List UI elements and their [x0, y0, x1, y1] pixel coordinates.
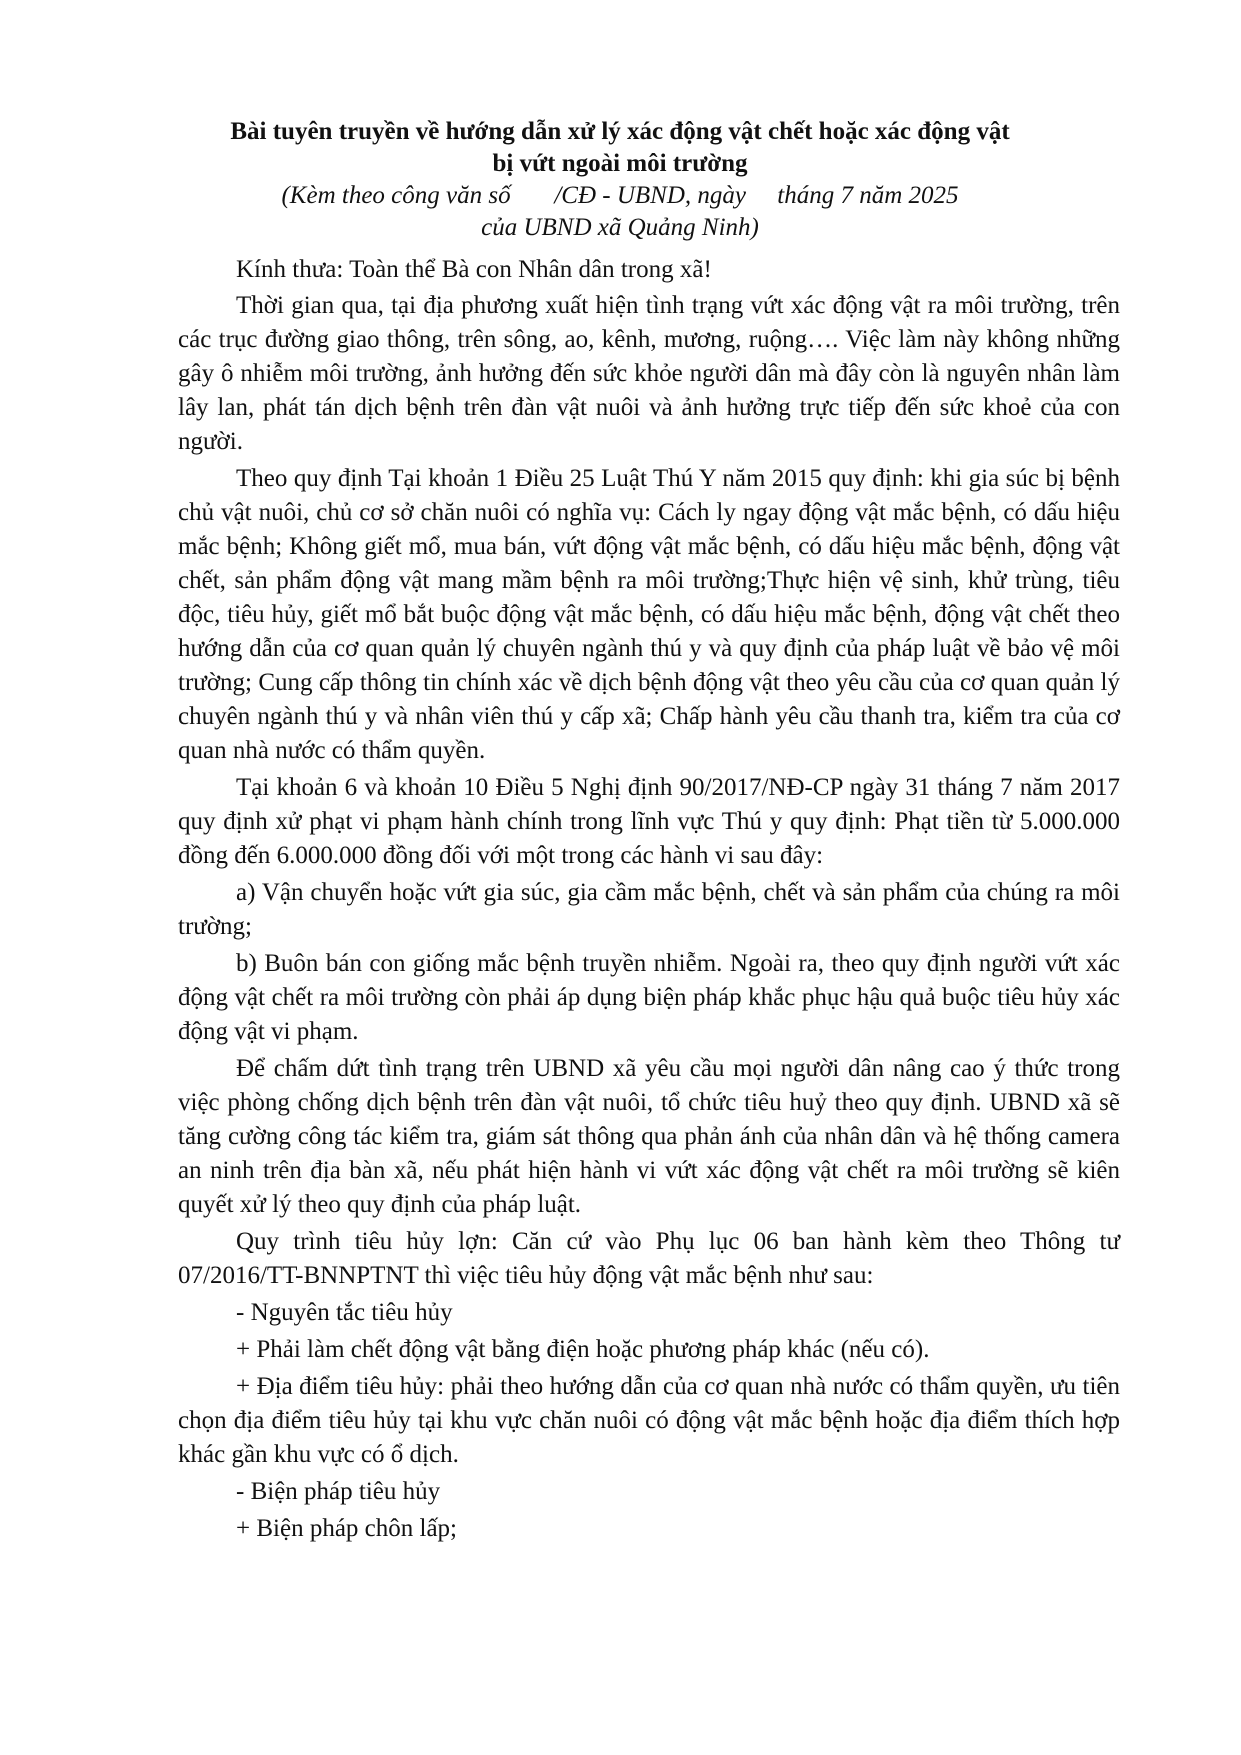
greeting-paragraph: Kính thưa: Toàn thể Bà con Nhân dân trong xã!	[236, 256, 712, 283]
request-paragraph: Để chấm dứt tình trạng trên UBND xã yêu cầu mọi người dân nâng cao ý thức trong việc phòng chống dịch bệnh trên đàn vật nuôi, tổ chức tiêu huỷ theo quy định. UBND xã sẽ tăng cường công tác kiểm tra, giám sát thông qua phản ánh của nhân dân và hệ thống camera an ninh trên địa bàn xã, nếu phát hiện hành vi vứt xác động vật chết ra môi trường sẽ kiên quyết xử lý theo quy định của pháp luật.	[178, 1055, 1120, 1218]
principle-heading: - Nguyên tắc tiêu hủy	[236, 1299, 453, 1326]
procedure-paragraph: Quy trình tiêu hủy lợn: Căn cứ vào Phụ lục 06 ban hành kèm theo Thông tư 07/2016/TT-BNNPTNT thì việc tiêu hủy động vật mắc bệnh như sau:	[178, 1228, 1120, 1289]
document-body	[178, 254, 1120, 1546]
document-subtitle-line-2: của UBND xã Quảng Ninh)	[481, 214, 759, 241]
decree-paragraph: Tại khoản 6 và khoản 10 Điều 5 Nghị định 90/2017/NĐ-CP ngày 31 tháng 7 năm 2017 quy định xử phạt vi phạm hành chính trong lĩnh vực Thú y quy định: Phạt tiền từ 5.000.000 đồng đến 6.000.000 đồng đối với một trong các hành vi sau đây:	[178, 774, 1120, 869]
violation-item-b: b) Buôn bán con giống mắc bệnh truyền nhiễm. Ngoài ra, theo quy định người vứt xác động vật chết ra môi trường còn phải áp dụng biện pháp khắc phục hậu quả buộc tiêu hủy xác động vật vi phạm.	[178, 950, 1120, 1045]
law-paragraph: Theo quy định Tại khoản 1 Điều 25 Luật Thú Y năm 2015 quy định: khi gia súc bị bệnh chủ vật nuôi, chủ cơ sở chăn nuôi có nghĩa vụ: Cách ly ngay động vật mắc bệnh, có dấu hiệu mắc bệnh; Không giết mổ, mua bán, vứt động vật mắc bệnh, có dấu hiệu mắc bệnh, động vật chết, sản phẩm động vật mang mầm bệnh ra môi trường;Thực hiện vệ sinh, khử trùng, tiêu độc, tiêu hủy, giết mổ bắt buộc động vật mắc bệnh, có dấu hiệu mắc bệnh, động vật chết theo hướng dẫn của cơ quan quản lý chuyên ngành thú y và quy định của pháp luật về bảo vệ môi trường; Cung cấp thông tin chính xác về dịch bệnh động vật theo yêu cầu của cơ quan quản lý chuyên ngành thú y và nhân viên thú y cấp xã; Chấp hành yêu cầu thanh tra, kiểm tra của cơ quan nhà nước có thẩm quyền.	[178, 465, 1120, 764]
measures-heading: - Biện pháp tiêu hủy	[236, 1478, 441, 1505]
document-title-line-2: bị vứt ngoài môi trường	[492, 150, 748, 177]
principle-item-1: + Phải làm chết động vật bằng điện hoặc phương pháp khác (nếu có).	[236, 1336, 930, 1363]
intro-paragraph: Thời gian qua, tại địa phương xuất hiện tình trạng vứt xác động vật ra môi trường, trên các trục đường giao thông, trên sông, ao, kênh, mương, ruộng…. Việc làm này không những gây ô nhiễm môi trường, ảnh hưởng đến sức khỏe người dân mà đây còn là nguyên nhân làm lây lan, phát tán dịch bệnh trên đàn vật nuôi và ảnh hưởng trực tiếp đến sức khoẻ của con người.	[178, 292, 1120, 455]
violation-item-a: a) Vận chuyển hoặc vứt gia súc, gia cầm mắc bệnh, chết và sản phẩm của chúng ra môi trường;	[178, 879, 1120, 940]
measures-item-1: + Biện pháp chôn lấp;	[236, 1515, 457, 1542]
principle-item-2: + Địa điểm tiêu hủy: phải theo hướng dẫn của cơ quan nhà nước có thẩm quyền, ưu tiên chọn địa điểm tiêu hủy tại khu vực chăn nuôi có động vật mắc bệnh hoặc địa điểm thích hợp khác gần khu vực có ổ dịch.	[178, 1373, 1120, 1468]
document-title-line-1: Bài tuyên truyền về hướng dẫn xử lý xác động vật chết hoặc xác động vật	[230, 118, 1010, 145]
document-subtitle-line-1: (Kèm theo công văn số /CĐ - UBND, ngày tháng 7 năm 2025	[281, 182, 959, 209]
document-header	[140, 116, 1100, 244]
